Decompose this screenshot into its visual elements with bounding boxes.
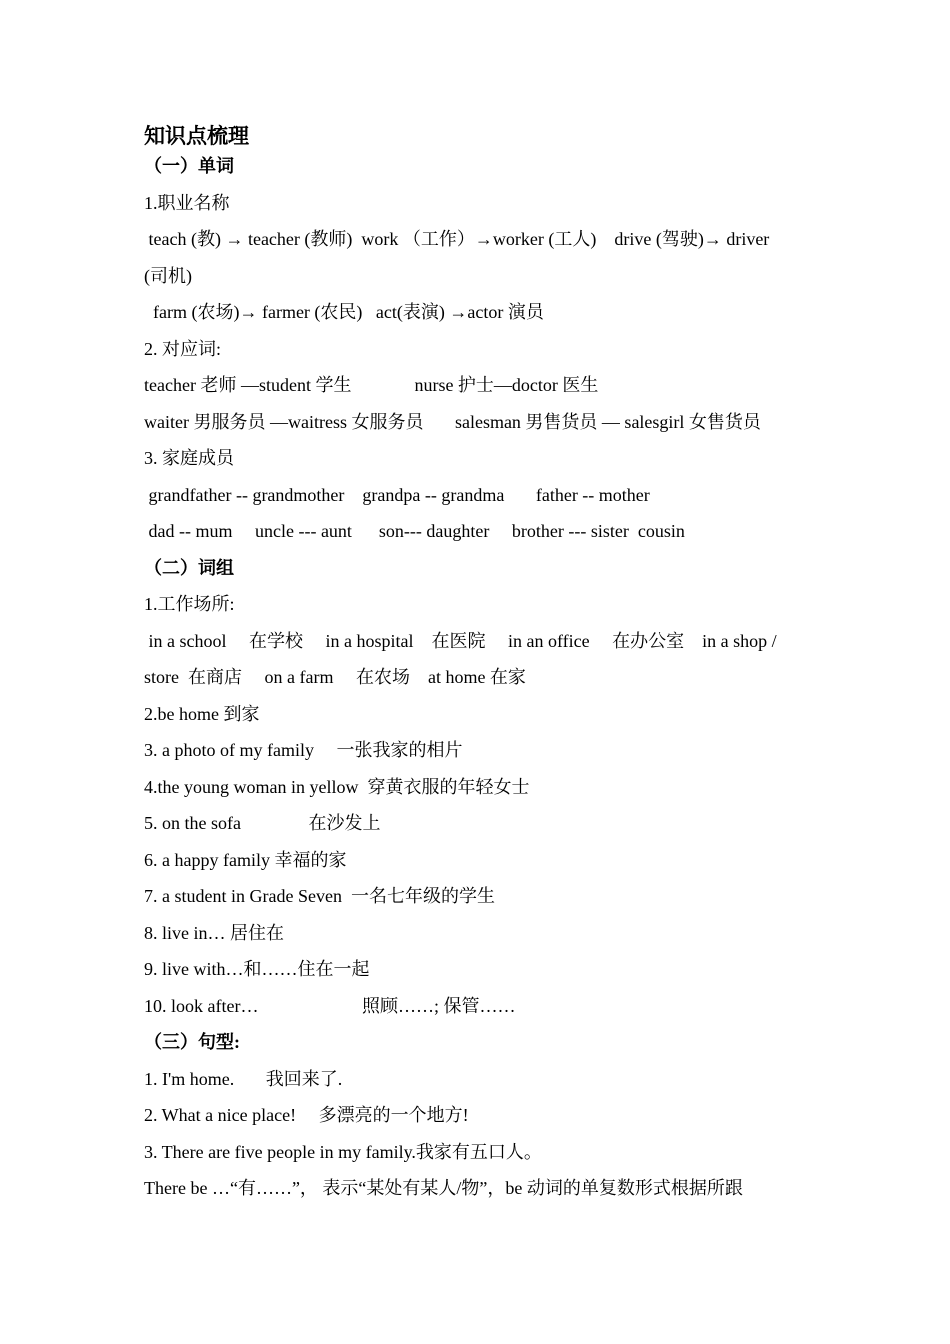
text-line: 4.the young woman in yellow 穿黄衣服的年轻女士	[144, 776, 530, 797]
text-line: waiter 男服务员 —waitress 女服务员 salesman 男售货员 — salesgirl 女售货员	[144, 411, 761, 432]
text-line: teach (教) → teacher (教师) work （工作）→worker (工人) drive (驾驶)→ driver	[144, 229, 770, 249]
text-line: There be …“有……”， 表示“某处有某人/物”，be 动词的单复数形式根据所跟	[144, 1178, 743, 1198]
text-line: store 在商店 on a farm 在农场 at home 在家	[144, 667, 526, 687]
text-line: in a school 在学校 in a hospital 在医院 in an office 在办公室 in a shop /	[144, 630, 777, 651]
text-line: 10. look after… 照顾……; 保管……	[144, 995, 516, 1016]
text-line: dad -- mum uncle --- aunt son--- daughter brother --- sister cousin	[144, 521, 685, 541]
text-line: 2. What a nice place! 多漂亮的一个地方!	[144, 1105, 469, 1125]
text-line: 3. a photo of my family 一张我家的相片	[144, 740, 463, 760]
section-heading: （二）词组	[144, 557, 234, 578]
text-line: 8. live in… 居住在	[144, 922, 284, 943]
text-line: 7. a student in Grade Seven 一名七年级的学生	[144, 886, 495, 906]
text-line: 2.be home 到家	[144, 703, 260, 724]
text-line: grandfather -- grandmother grandpa -- grandma father -- mother	[144, 484, 650, 505]
section-heading: （三）句型:	[144, 1032, 240, 1052]
section-heading: （一）单词	[144, 156, 234, 176]
text-line: 3. There are five people in my family.我家有五口人。	[144, 1141, 542, 1162]
text-line: (司机)	[144, 265, 192, 286]
text-line: 9. live with…和……住在一起	[144, 959, 370, 979]
text-line: 1. I'm home. 我回来了.	[144, 1068, 343, 1089]
document-title: 知识点梳理	[144, 124, 249, 148]
text-line: 1.工作场所:	[144, 594, 235, 614]
text-line: 3. 家庭成员	[144, 448, 234, 468]
text-line: 2. 对应词:	[144, 338, 222, 359]
document-body	[144, 152, 814, 1202]
text-line: teacher 老师 —student 学生 nurse 护士—doctor 医生	[144, 375, 599, 395]
document-page	[144, 120, 814, 1211]
text-line: 6. a happy family 幸福的家	[144, 849, 347, 870]
text-line: 1.职业名称	[144, 192, 230, 213]
text-line: farm (农场)→ farmer (农民) act(表演) →actor 演员	[144, 302, 544, 322]
text-line: 5. on the sofa 在沙发上	[144, 813, 381, 833]
